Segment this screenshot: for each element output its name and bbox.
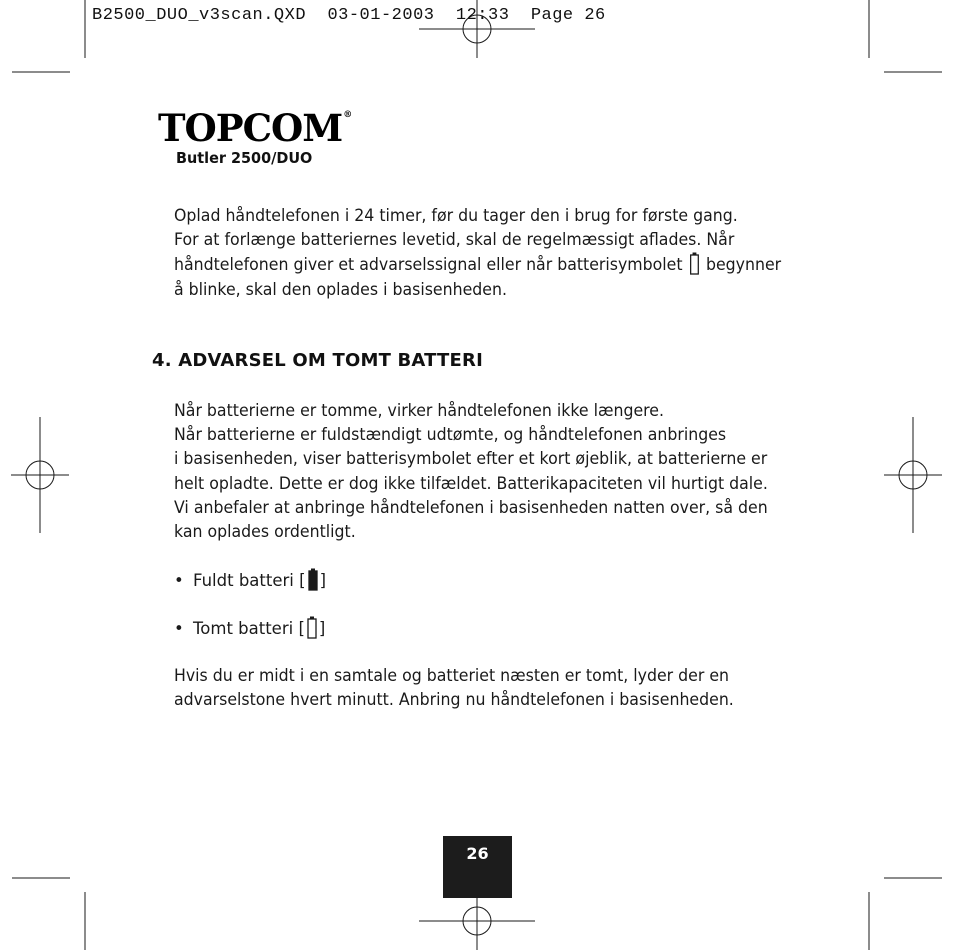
text-fragment: håndtelefonen giver et advarselssignal eller når batterisymbolet [174,255,683,275]
bracket-close: ] [319,571,326,590]
closing-paragraph [174,664,785,712]
text-line: Hvis du er midt i en samtale og batteriet næsten er tomt, lyder der en [174,666,730,685]
text-line-with-icon [174,252,785,277]
section-paragraph [174,399,785,544]
bracket-close: ] [318,619,326,638]
text-line: Oplad håndtelefonen i 24 timer, før du tager den i brug for første gang. [174,206,738,225]
text-line: å blinke, skal den oplades i basisenheden. [174,279,507,299]
bracket-open: [ [298,619,305,638]
text-line: Når batterierne er tomme, virker håndtelefonen ikke længere. [174,401,665,420]
text-line: i basisenheden, viser batterisymbolet efter et kort øjeblik, at batterierne er [174,449,768,469]
intro-paragraph [174,204,785,302]
battery-empty-icon [307,616,317,639]
bullet-dot: • [174,571,184,590]
text-line: Vi anbefaler at anbringe håndtelefonen i basisenheden natten over, så den [174,497,768,517]
battery-empty-icon [689,252,699,275]
brand-logo [158,108,351,148]
bullet-label: Fuldt batteri [193,571,294,590]
text-fragment: begynner [705,255,782,275]
text-line: Når batterierne er fuldstændigt udtømte, og håndtelefonen anbringes [174,425,727,445]
bracket-open: [ [299,571,306,590]
section-heading: 4. ADVARSEL OM TOMT BATTERI [152,350,483,371]
logo-text: TOPCOM [158,106,343,150]
bullet-item-full-battery [174,568,326,593]
text-line: helt opladte. Dette er dog ikke tilfældet. Batterikapaciteten vil hurtigt dale. [174,473,768,493]
bullet-label: Tomt batteri [193,619,294,638]
slug-page: Page 26 [530,6,606,25]
page-number: 26 [443,836,512,898]
slug-file-name: B2500_DUO_v3scan.QXD [92,6,307,25]
text-line: kan oplades ordentligt. [174,522,356,542]
text-line: advarselstone hvert minutt. Anbring nu håndtelefonen i basisenheden. [174,690,734,710]
text-line: For at forlænge batteriernes levetid, skal de regelmæssigt aflades. Når [174,230,735,250]
model-name: Butler 2500/DUO [176,149,313,167]
bullet-dot: • [174,619,184,638]
print-slug [92,6,606,25]
slug-time: 12:33 [455,6,510,25]
slug-date: 03-01-2003 [327,6,435,25]
registered-mark: ® [343,110,352,120]
battery-full-icon [308,568,318,591]
bullet-item-empty-battery [174,616,325,641]
